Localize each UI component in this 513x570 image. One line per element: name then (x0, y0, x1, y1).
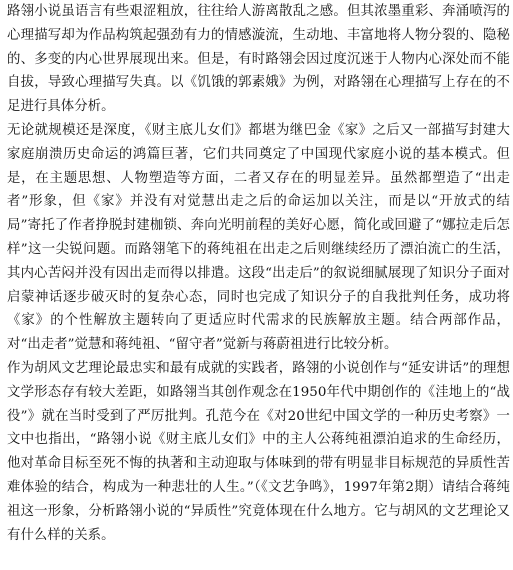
paragraph-heterogeneity-analysis: 作为胡风文艺理论最忠实和最有成就的实践者，路翎的小说创作与“延安讲话”的理想文学形态存有较大差距，如路翎当其创作观念在1950年代中期创作的《洼地上的“战役”》就在当时受到了严厉批判。孔范今在《对20世纪中国文学的一种历史考察》一文中也指出，“路翎小说《财主底儿女们》中的主人公蒋纯祖漂泊追求的生命经历，他对革命目标至死不悔的执著和主动迎取与体味到的带有明显非目标规范的异质性苦难体验的结合，构成为一种悲壮的人生。”（《文艺争鸣》，1997年第2期）请结合蒋纯祖这一形象，分析路翎小说的“异质性”究竟体现在什么地方。它与胡风的文艺理论又有什么样的关系。 (7, 360, 510, 543)
paragraph-lu-ling-psychological-writing: 路翎小说虽语言有些艰涩粗放，往往给人游离散乱之感。但其浓墨重彩、奔涌喷泻的心理描写却为作品构筑起强劲有力的情感漩流，生动地、丰富地将人物分裂的、隐秘的、多变的内心世界展现出来。但是，有时路翎会因过度沉迷于人物内心深处而不能自拔，导致心理描写失真。以《饥饿的郭素娥》为例，对路翎在心理描写上存在的不足进行具体分析。 (7, 4, 510, 115)
paragraph-family-novel-comparison: 无论就规模还是深度，《财主底儿女们》都堪为继巴金《家》之后又一部描写封建大家庭崩溃历史命运的鸿篇巨著，它们共同奠定了中国现代家庭小说的基本模式。但是，在主题思想、人物塑造等方面，二者又存在的明显差异。虽然都塑造了“出走者”形象，但《家》并没有对觉慧出走之后的命运加以关注，而是以“开放式的结局”寄托了作者挣脱封建枷锁、奔向光明前程的美好心愿，简化或回避了“娜拉走后怎样”这一尖锐问题。而路翎笔下的蒋纯祖在出走之后则继续经历了漂泊流亡的生活，其内心苦闷并没有因出走而得以排遣。这段“出走后”的叙说细腻展现了知识分子面对启蒙神话逐步破灭时的复杂心态，同时也完成了知识分子的自我批判任务，成功将《家》的个性解放主题转向了更适应时代需求的民族解放主题。结合两部作品，对“出走者”觉慧和蒋纯祖、“留守者”觉新与蒋蔚祖进行比较分析。 (7, 122, 510, 353)
